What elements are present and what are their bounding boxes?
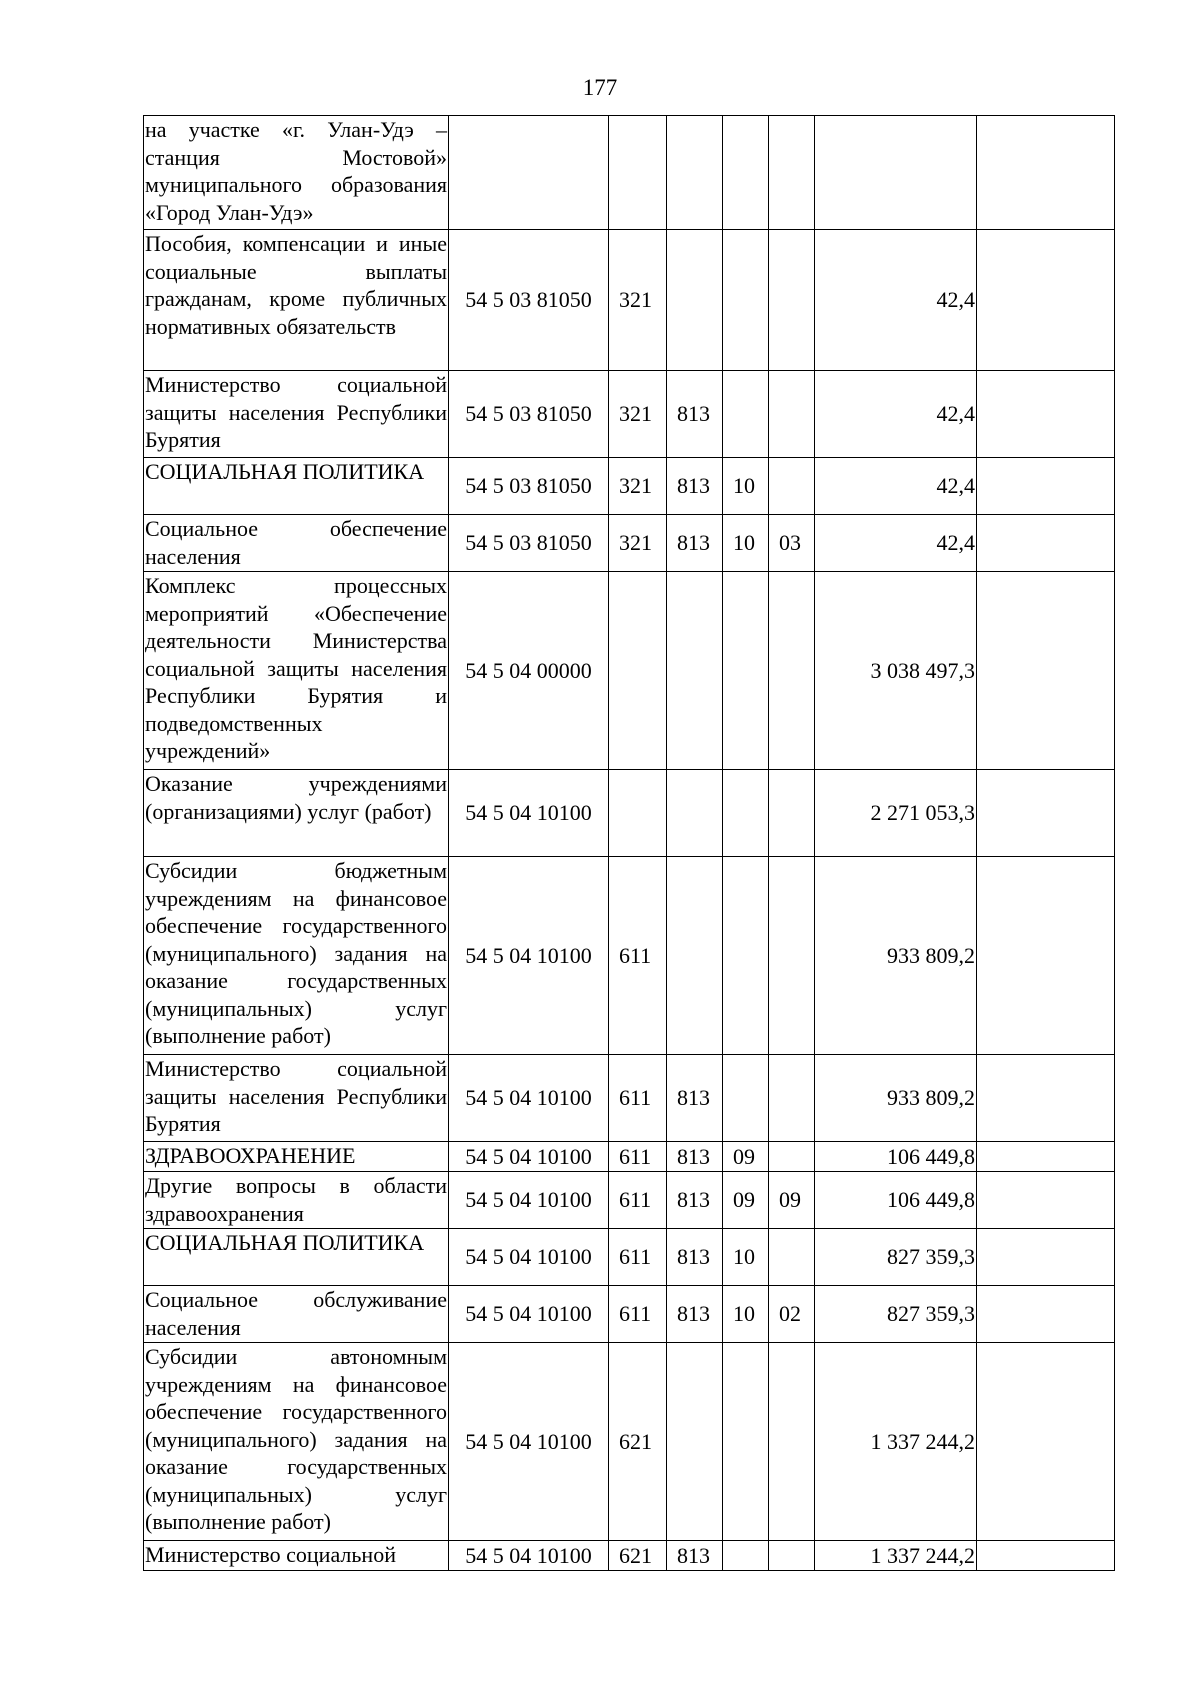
- expense-type-cell: 321: [609, 230, 667, 371]
- amount-cell: 42,4: [815, 371, 977, 458]
- department-cell: 813: [667, 1229, 723, 1286]
- extra-cell: [977, 1172, 1115, 1229]
- extra-cell: [977, 1055, 1115, 1142]
- section-cell: 10: [723, 458, 769, 515]
- extra-cell: [977, 458, 1115, 515]
- section-cell: [723, 1055, 769, 1142]
- department-cell: [667, 116, 723, 230]
- amount-cell: 42,4: [815, 230, 977, 371]
- page-number: 177: [582, 75, 618, 100]
- table-row: [144, 116, 1115, 230]
- target-code-cell: 54 5 04 10100: [449, 1172, 609, 1229]
- row-name-cell: Другие вопросы в области здравоохранения: [144, 1172, 449, 1229]
- row-name-cell: СОЦИАЛЬНАЯ ПОЛИТИКА: [144, 458, 449, 515]
- table-row: [144, 1142, 1115, 1172]
- target-code-cell: 54 5 04 10100: [449, 1229, 609, 1286]
- target-code-cell: 54 5 04 10100: [449, 1142, 609, 1172]
- subsection-cell: [769, 1229, 815, 1286]
- row-name-cell: Пособия, компенсации и иные социальные выплаты гражданам, кроме публичных нормативных обязательств: [144, 230, 449, 371]
- target-code-cell: 54 5 03 81050: [449, 458, 609, 515]
- department-cell: 813: [667, 515, 723, 572]
- row-name-cell: Субсидии автономным учреждениям на финансовое обеспечение государственного (муниципального) задания на оказание государственных (муниципальных) услуг (выполнение работ): [144, 1343, 449, 1541]
- department-cell: 813: [667, 1541, 723, 1571]
- row-name-cell: Комплекс процессных мероприятий «Обеспечение деятельности Министерства социальной защиты населения Республики Бурятия и подведомственных учреждений»: [144, 572, 449, 770]
- section-cell: [723, 1343, 769, 1541]
- row-name-cell: Министерство социальной защиты населения Республики Бурятия: [144, 371, 449, 458]
- extra-cell: [977, 857, 1115, 1055]
- table-row: [144, 230, 1115, 371]
- section-cell: [723, 116, 769, 230]
- subsection-cell: 02: [769, 1286, 815, 1343]
- extra-cell: [977, 1142, 1115, 1172]
- expense-type-cell: 611: [609, 857, 667, 1055]
- section-cell: 09: [723, 1142, 769, 1172]
- table-row: [144, 1055, 1115, 1142]
- expense-type-cell: 611: [609, 1172, 667, 1229]
- subsection-cell: [769, 1142, 815, 1172]
- target-code-cell: 54 5 03 81050: [449, 230, 609, 371]
- table-row: [144, 1343, 1115, 1541]
- target-code-cell: 54 5 04 10100: [449, 1343, 609, 1541]
- target-code-cell: 54 5 04 10100: [449, 1541, 609, 1571]
- department-cell: 813: [667, 1142, 723, 1172]
- budget-table-body: [144, 116, 1115, 1571]
- row-name-cell: Социальное обслуживание населения: [144, 1286, 449, 1343]
- section-cell: [723, 857, 769, 1055]
- department-cell: [667, 770, 723, 857]
- extra-cell: [977, 1286, 1115, 1343]
- expense-type-cell: 621: [609, 1541, 667, 1571]
- department-cell: [667, 572, 723, 770]
- section-cell: 10: [723, 515, 769, 572]
- expense-type-cell: 611: [609, 1229, 667, 1286]
- amount-cell: 42,4: [815, 515, 977, 572]
- department-cell: 813: [667, 371, 723, 458]
- subsection-cell: [769, 857, 815, 1055]
- table-row: [144, 458, 1115, 515]
- department-cell: 813: [667, 1286, 723, 1343]
- row-name-cell: Министерство социальной: [144, 1541, 449, 1571]
- table-row: [144, 1541, 1115, 1571]
- row-name-cell: Министерство социальной защиты населения Республики Бурятия: [144, 1055, 449, 1142]
- row-name-cell: Субсидии бюджетным учреждениям на финансовое обеспечение государственного (муниципального) задания на оказание государственных (муниципальных) услуг (выполнение работ): [144, 857, 449, 1055]
- extra-cell: [977, 1541, 1115, 1571]
- target-code-cell: 54 5 03 81050: [449, 371, 609, 458]
- expense-type-cell: 611: [609, 1055, 667, 1142]
- extra-cell: [977, 1343, 1115, 1541]
- amount-cell: 42,4: [815, 458, 977, 515]
- row-name-cell: ЗДРАВООХРАНЕНИЕ: [144, 1142, 449, 1172]
- amount-cell: 3 038 497,3: [815, 572, 977, 770]
- amount-cell: 933 809,2: [815, 1055, 977, 1142]
- row-name-cell: Оказание учреждениями (организациями) услуг (работ): [144, 770, 449, 857]
- table-row: [144, 371, 1115, 458]
- table-row: [144, 1229, 1115, 1286]
- subsection-cell: [769, 1055, 815, 1142]
- expense-type-cell: 321: [609, 458, 667, 515]
- extra-cell: [977, 116, 1115, 230]
- amount-cell: 106 449,8: [815, 1172, 977, 1229]
- subsection-cell: 03: [769, 515, 815, 572]
- section-cell: [723, 1541, 769, 1571]
- amount-cell: 2 271 053,3: [815, 770, 977, 857]
- section-cell: [723, 230, 769, 371]
- department-cell: [667, 230, 723, 371]
- extra-cell: [977, 371, 1115, 458]
- subsection-cell: [769, 116, 815, 230]
- expense-type-cell: [609, 116, 667, 230]
- budget-table: [143, 115, 1115, 1571]
- table-row: [144, 770, 1115, 857]
- expense-type-cell: [609, 572, 667, 770]
- target-code-cell: 54 5 04 10100: [449, 1055, 609, 1142]
- subsection-cell: [769, 1343, 815, 1541]
- table-row: [144, 515, 1115, 572]
- extra-cell: [977, 230, 1115, 371]
- table-row: [144, 572, 1115, 770]
- expense-type-cell: 321: [609, 371, 667, 458]
- amount-cell: 106 449,8: [815, 1142, 977, 1172]
- department-cell: [667, 857, 723, 1055]
- amount-cell: 1 337 244,2: [815, 1541, 977, 1571]
- section-cell: [723, 572, 769, 770]
- table-row: [144, 1286, 1115, 1343]
- extra-cell: [977, 770, 1115, 857]
- subsection-cell: [769, 572, 815, 770]
- subsection-cell: [769, 371, 815, 458]
- subsection-cell: [769, 770, 815, 857]
- table-row: [144, 1172, 1115, 1229]
- row-name-cell: Социальное обеспечение населения: [144, 515, 449, 572]
- amount-cell: 827 359,3: [815, 1286, 977, 1343]
- section-cell: 10: [723, 1286, 769, 1343]
- expense-type-cell: 621: [609, 1343, 667, 1541]
- expense-type-cell: 321: [609, 515, 667, 572]
- extra-cell: [977, 572, 1115, 770]
- extra-cell: [977, 515, 1115, 572]
- extra-cell: [977, 1229, 1115, 1286]
- expense-type-cell: [609, 770, 667, 857]
- department-cell: 813: [667, 1172, 723, 1229]
- expense-type-cell: 611: [609, 1286, 667, 1343]
- target-code-cell: 54 5 04 00000: [449, 572, 609, 770]
- subsection-cell: 09: [769, 1172, 815, 1229]
- section-cell: [723, 371, 769, 458]
- amount-cell: [815, 116, 977, 230]
- target-code-cell: 54 5 04 10100: [449, 1286, 609, 1343]
- target-code-cell: [449, 116, 609, 230]
- subsection-cell: [769, 230, 815, 371]
- amount-cell: 933 809,2: [815, 857, 977, 1055]
- section-cell: [723, 770, 769, 857]
- table-row: [144, 857, 1115, 1055]
- subsection-cell: [769, 458, 815, 515]
- section-cell: 10: [723, 1229, 769, 1286]
- department-cell: [667, 1343, 723, 1541]
- amount-cell: 1 337 244,2: [815, 1343, 977, 1541]
- department-cell: 813: [667, 458, 723, 515]
- row-name-cell: СОЦИАЛЬНАЯ ПОЛИТИКА: [144, 1229, 449, 1286]
- department-cell: 813: [667, 1055, 723, 1142]
- subsection-cell: [769, 1541, 815, 1571]
- section-cell: 09: [723, 1172, 769, 1229]
- row-name-cell: на участке «г. Улан-Удэ – станция Мостовой» муниципального образования «Город Улан-Удэ»: [144, 116, 449, 230]
- target-code-cell: 54 5 04 10100: [449, 770, 609, 857]
- amount-cell: 827 359,3: [815, 1229, 977, 1286]
- target-code-cell: 54 5 04 10100: [449, 857, 609, 1055]
- expense-type-cell: 611: [609, 1142, 667, 1172]
- target-code-cell: 54 5 03 81050: [449, 515, 609, 572]
